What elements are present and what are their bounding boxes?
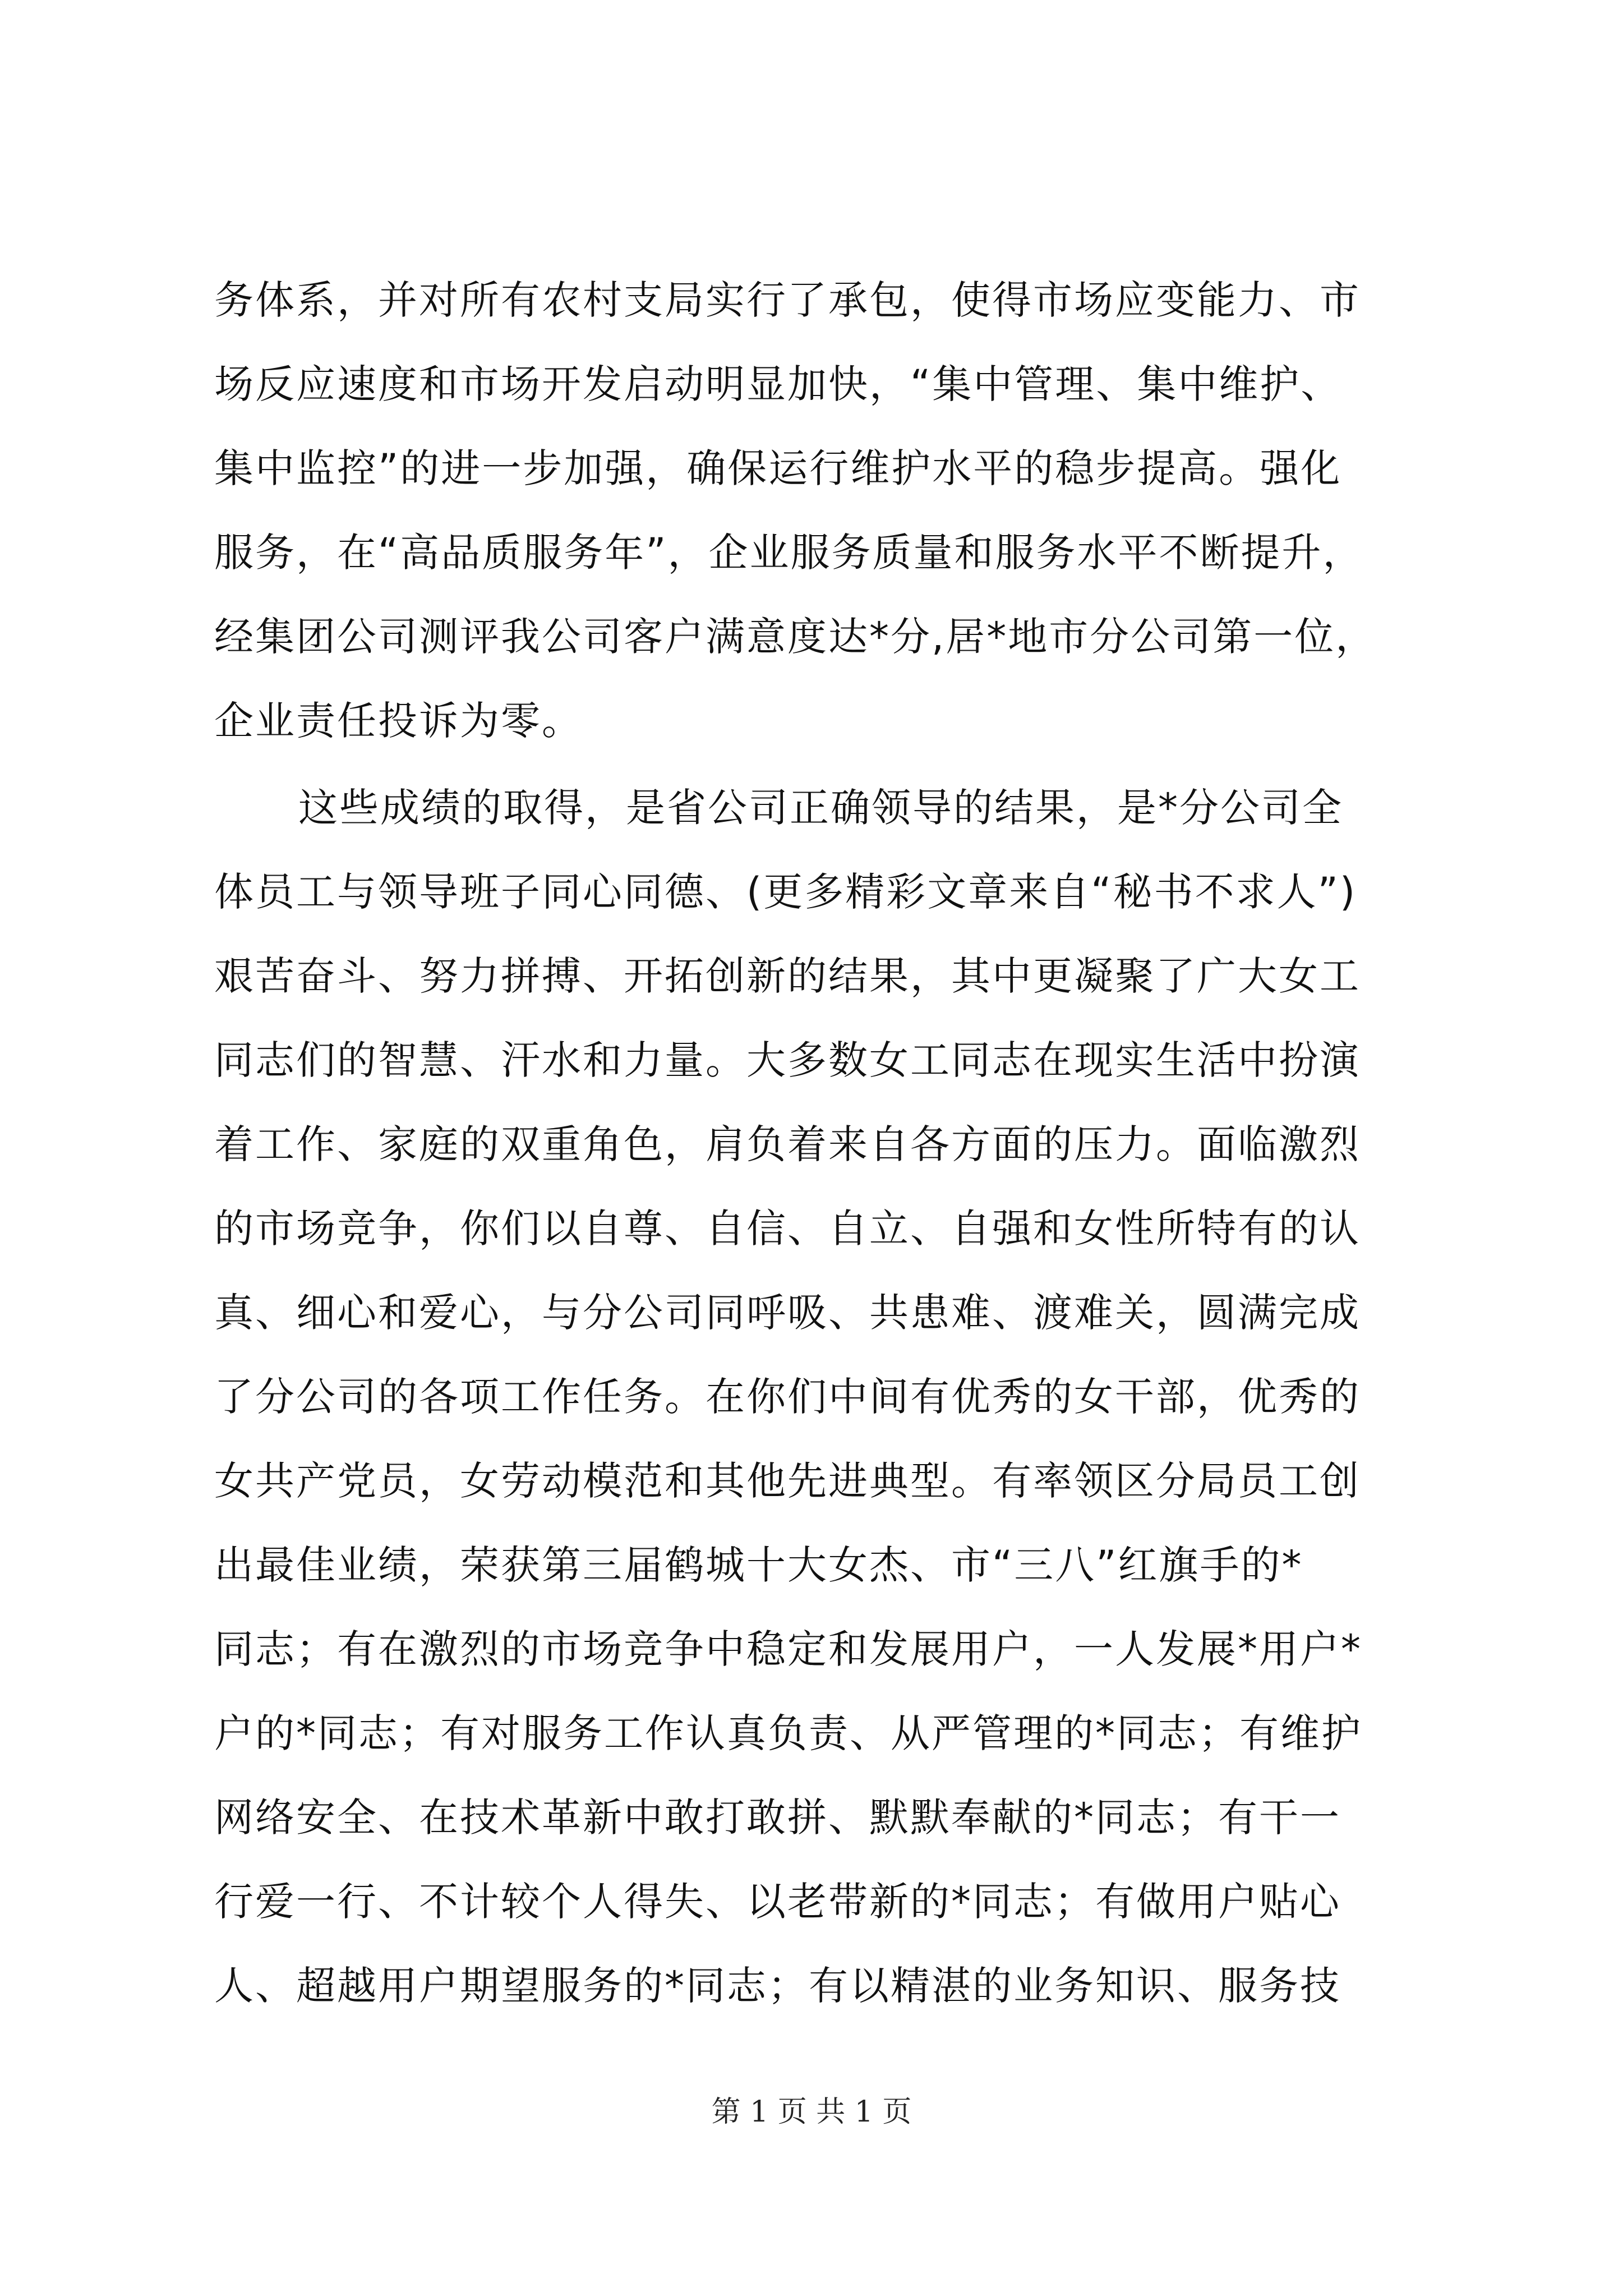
paragraph-2-line-9: 女共产党员，女劳动模范和其他先进典型。有率领区分局员工创 [214,1458,1361,1504]
paragraph-2-line-8: 了分公司的各项工作任务。在你们中间有优秀的女干部，优秀的 [214,1374,1361,1420]
paragraph-2-line-10: 出最佳业绩，荣获第三届鹤城十大女杰、市“三八”红旗手的* [214,1542,1303,1588]
paragraph-2-line-1: 这些成绩的取得，是省公司正确领导的结果，是*分公司全 [298,785,1343,831]
paragraph-2-line-14: 行爱一行、不计较个人得失、以老带新的*同志；有做用户贴心 [214,1879,1341,1925]
paragraph-2-line-15: 人、超越用户期望服务的*同志；有以精湛的业务知识、服务技 [214,1963,1341,2009]
paragraph-2-line-7: 真、细心和爱心，与分公司同呼吸、共患难、渡难关，圆满完成 [214,1290,1361,1336]
paragraph-2-line-13: 网络安全、在技术革新中敢打敢拼、默默奉献的*同志；有干一 [214,1795,1341,1841]
paragraph-2-line-11: 同志；有在激烈的市场竞争中稳定和发展用户，一人发展*用户* [214,1626,1362,1672]
page-footer: 第 1 页 共 1 页 [711,2095,912,2129]
paragraph-1-line-6: 企业责任投诉为零。 [214,698,583,744]
paragraph-2-line-3: 艰苦奋斗、努力拼搏、开拓创新的结果，其中更凝聚了广大女工 [214,953,1361,999]
paragraph-1-line-2: 场反应速度和市场开发启动明显加快，“集中管理、集中维护、 [214,361,1342,407]
paragraph-2-line-4: 同志们的智慧、汗水和力量。大多数女工同志在现实生活中扮演 [214,1037,1361,1083]
paragraph-1-line-4: 服务，在“高品质服务年”，企业服务质量和服务水平不断提升， [214,530,1364,576]
paragraph-2-line-6: 的市场竞争，你们以自尊、自信、自立、自强和女性所特有的认 [214,1205,1361,1251]
paragraph-1-line-5: 经集团公司测评我公司客户满意度达*分,居*地市分公司第一位， [214,614,1377,660]
paragraph-1-line-3: 集中监控”的进一步加强，确保运行维护水平的稳步提高。强化 [214,445,1342,491]
paragraph-2-line-2: 体员工与领导班子同心同德、(更多精彩文章来自“秘书不求人”) [214,869,1357,915]
paragraph-1-line-1: 务体系，并对所有农村支局实行了承包，使得市场应变能力、市 [214,277,1361,323]
paragraph-2-line-12: 户的*同志；有对服务工作认真负责、从严管理的*同志；有维护 [214,1710,1362,1756]
paragraph-2-line-5: 着工作、家庭的双重角色，肩负着来自各方面的压力。面临激烈 [214,1121,1361,1167]
